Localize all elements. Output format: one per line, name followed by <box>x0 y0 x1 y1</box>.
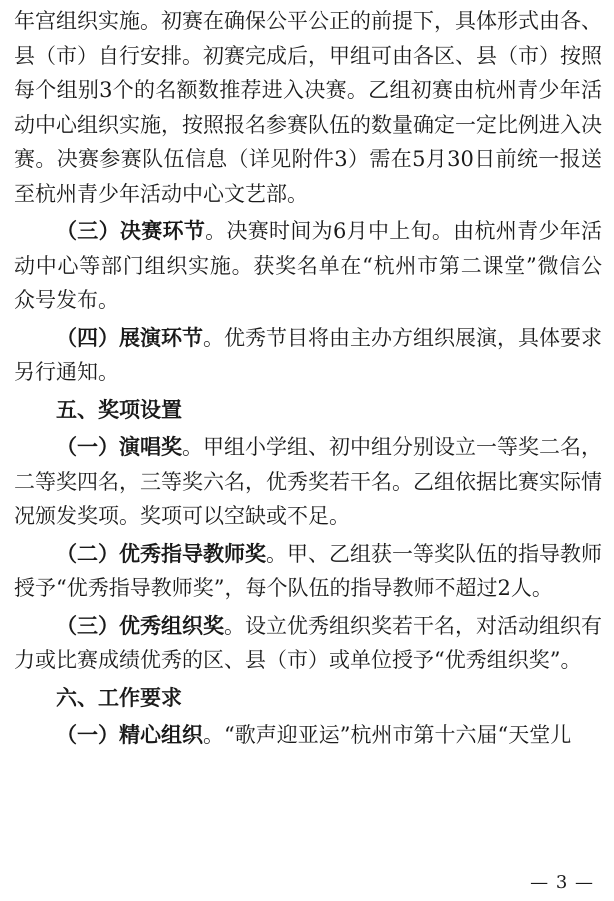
paragraph-careful-organization <box>14 718 602 753</box>
paragraph-lead: （四）展演环节 <box>56 325 203 350</box>
section-heading-requirements: 六、工作要求 <box>56 685 182 710</box>
paragraph-final-round <box>14 214 602 318</box>
paragraph-singing-award <box>14 430 602 534</box>
paragraph-text: 。“歌声迎亚运”杭州市第十六届“天堂儿 <box>203 723 572 747</box>
paragraph-lead: （三）优秀组织奖 <box>56 613 224 638</box>
paragraph-text: 。甲、乙组获一等奖队伍的指导教师授予“优秀指导教师奖”，每个队伍的指导教师不超过2人。 <box>14 541 602 600</box>
paragraph-lead: （一）精心组织 <box>56 723 203 747</box>
paragraph-teacher-award <box>14 537 602 606</box>
paragraph-preliminary-round <box>14 4 602 211</box>
paragraph-text: 。甲组小学组、初中组分别设立一等奖二名，二等奖四名，三等奖六名，优秀奖若干名。乙组依据比赛实际情况颁发奖项。奖项可以空缺或不足。 <box>14 435 602 528</box>
paragraph-text: 年宫组织实施。初赛在确保公平公正的前提下，具体形式由各、县（市）自行安排。初赛完成后，甲组可由各区、县（市）按照每个组别3个的名额数推荐进入决赛。乙组初赛由杭州青少年活动中心组织实施，按照报名参赛队伍的数量确定一定比例进入决赛。决赛参赛队伍信息（详见附件3）需在5月30日前统一报送至杭州青少年活动中心文艺部。 <box>14 9 602 206</box>
paragraph-organization-award <box>14 609 602 678</box>
paragraph-text: 。设立优秀组织奖若干名，对活动组织有力或比赛成绩优秀的区、县（市）或单位授予“优秀组织奖”。 <box>14 613 602 672</box>
paragraph-lead: （三）决赛环节 <box>56 219 206 243</box>
paragraph-text: 。决赛时间为6月中上旬。由杭州青少年活动中心等部门组织实施。获奖名单在“杭州市第二课堂”微信公众号发布。 <box>14 219 603 312</box>
paragraph-lead: （一）演唱奖 <box>56 435 182 459</box>
paragraph-text: 。优秀节目将由主办方组织展演，具体要求另行通知。 <box>14 325 602 384</box>
section-heading-awards: 五、奖项设置 <box>56 397 182 422</box>
paragraph-lead: （二）优秀指导教师奖 <box>56 541 266 566</box>
document-page <box>14 4 602 756</box>
page-number: — 3 — <box>530 872 594 893</box>
paragraph-showcase <box>14 321 602 390</box>
